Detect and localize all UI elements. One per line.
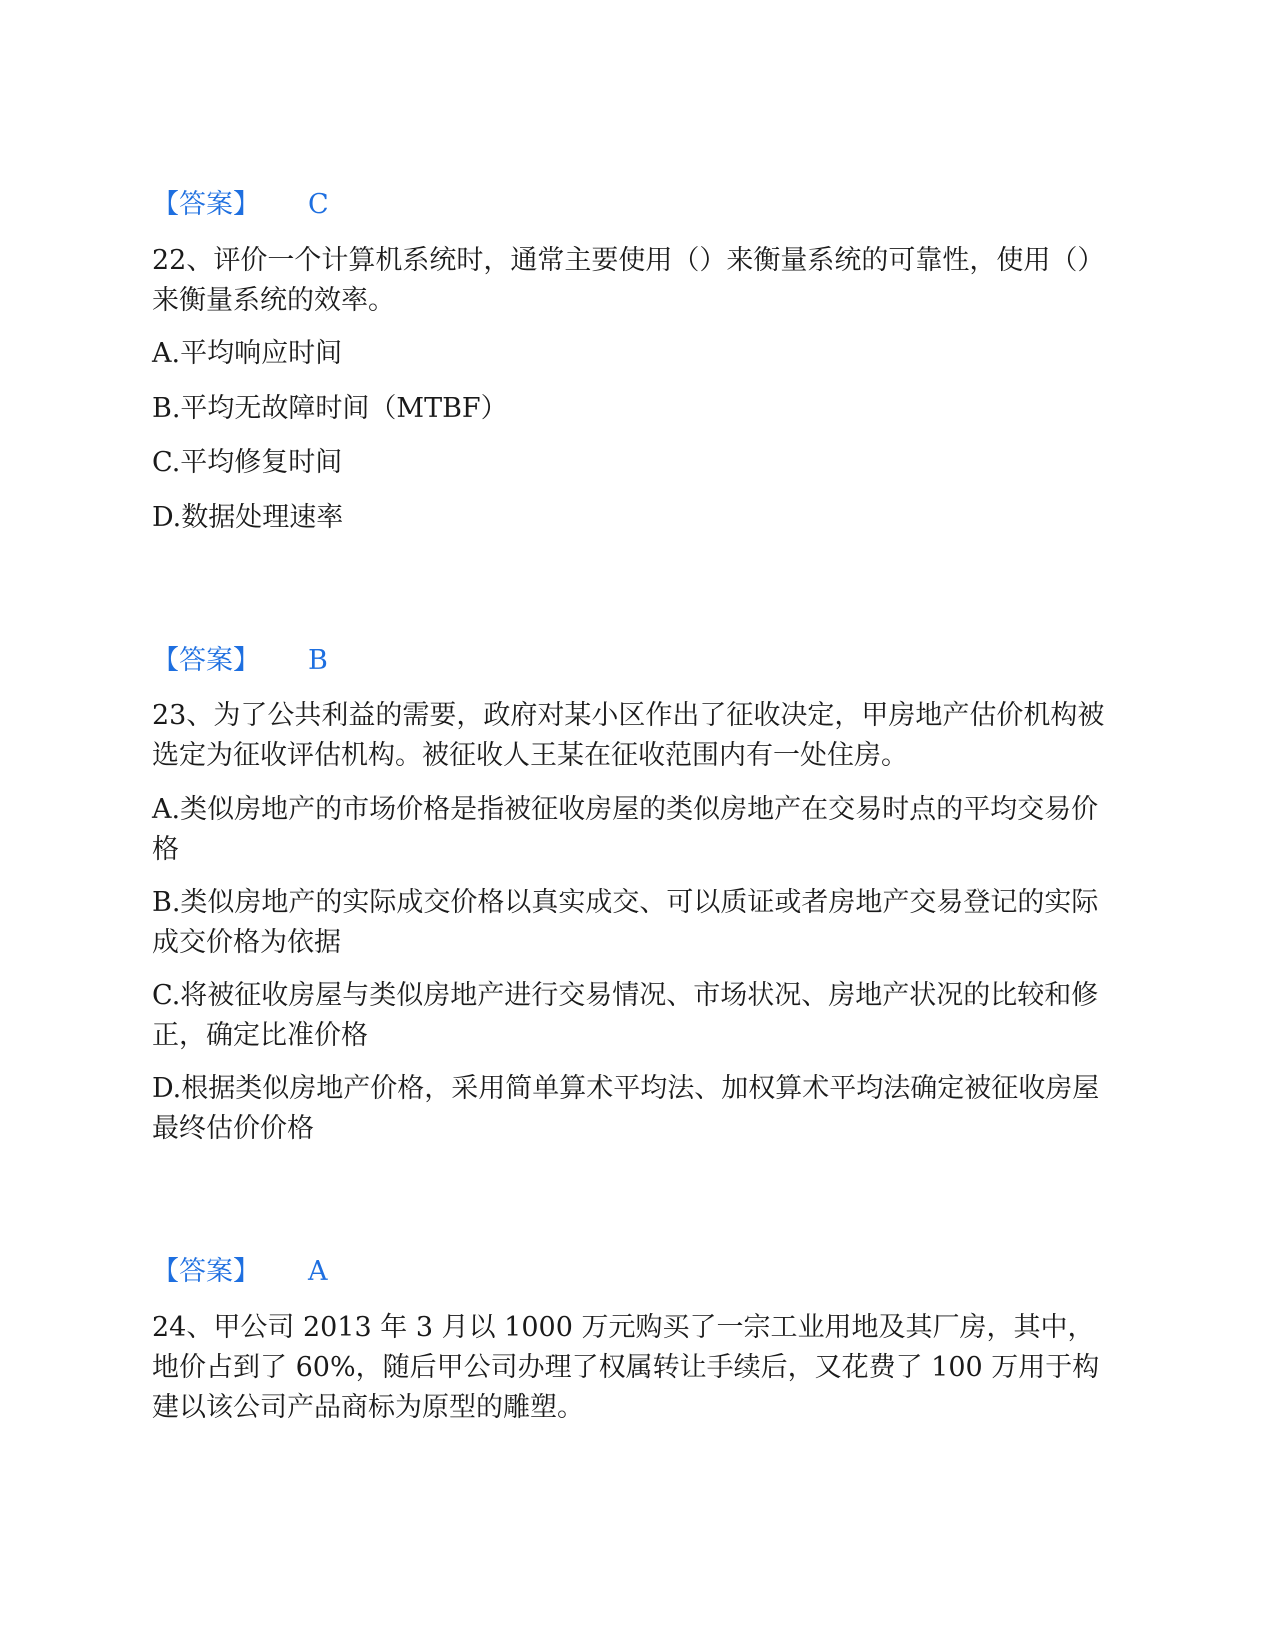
option-text: A.类似房地产的市场价格是指被征收房屋的类似房地产在交易时点的平均交易价格 [152,794,1099,865]
question-22-stem [152,241,1112,321]
option-a [152,334,1112,374]
answer-value: A [308,1256,328,1287]
option-text: C.平均修复时间 [152,447,343,478]
answer-label: 【答案】 [152,645,260,676]
option-c [152,976,1112,1056]
answer-line [152,1252,328,1292]
option-c [152,443,1112,483]
option-d [152,1069,1112,1149]
question-text: 23、为了公共利益的需要，政府对某小区作出了征收决定，甲房地产估价机构被选定为征收评估机构。被征收人王某在征收范围内有一处住房。 [152,700,1105,771]
option-a [152,790,1112,870]
question-24-stem [152,1308,1112,1428]
answer-label: 【答案】 [152,1256,260,1287]
option-text: D.根据类似房地产价格，采用简单算术平均法、加权算术平均法确定被征收房屋最终估价价格 [152,1073,1100,1144]
question-text: 22、评价一个计算机系统时，通常主要使用（）来衡量系统的可靠性，使用（）来衡量系统的效率。 [152,245,1105,316]
answer-line [152,641,328,681]
question-23-stem [152,696,1112,776]
option-text: B.平均无故障时间（MTBF） [152,393,508,424]
answer-value: B [308,645,328,676]
option-d [152,498,1112,538]
option-b [152,883,1112,963]
answer-value: C [308,189,329,220]
question-text: 24、甲公司 2013 年 3 月以 1000 万元购买了一宗工业用地及其厂房，其中，地价占到了 60%，随后甲公司办理了权属转让手续后，又花费了 100 万用于构建以该公司产品商标为原型的雕塑。 [152,1312,1100,1423]
answer-label: 【答案】 [152,189,260,220]
option-b [152,389,1112,429]
answer-line [152,185,329,225]
option-text: A.平均响应时间 [152,338,343,369]
option-text: C.将被征收房屋与类似房地产进行交易情况、市场状况、房地产状况的比较和修正，确定比准价格 [152,980,1099,1051]
option-text: B.类似房地产的实际成交价格以真实成交、可以质证或者房地产交易登记的实际成交价格为依据 [152,887,1099,958]
option-text: D.数据处理速率 [152,502,344,533]
